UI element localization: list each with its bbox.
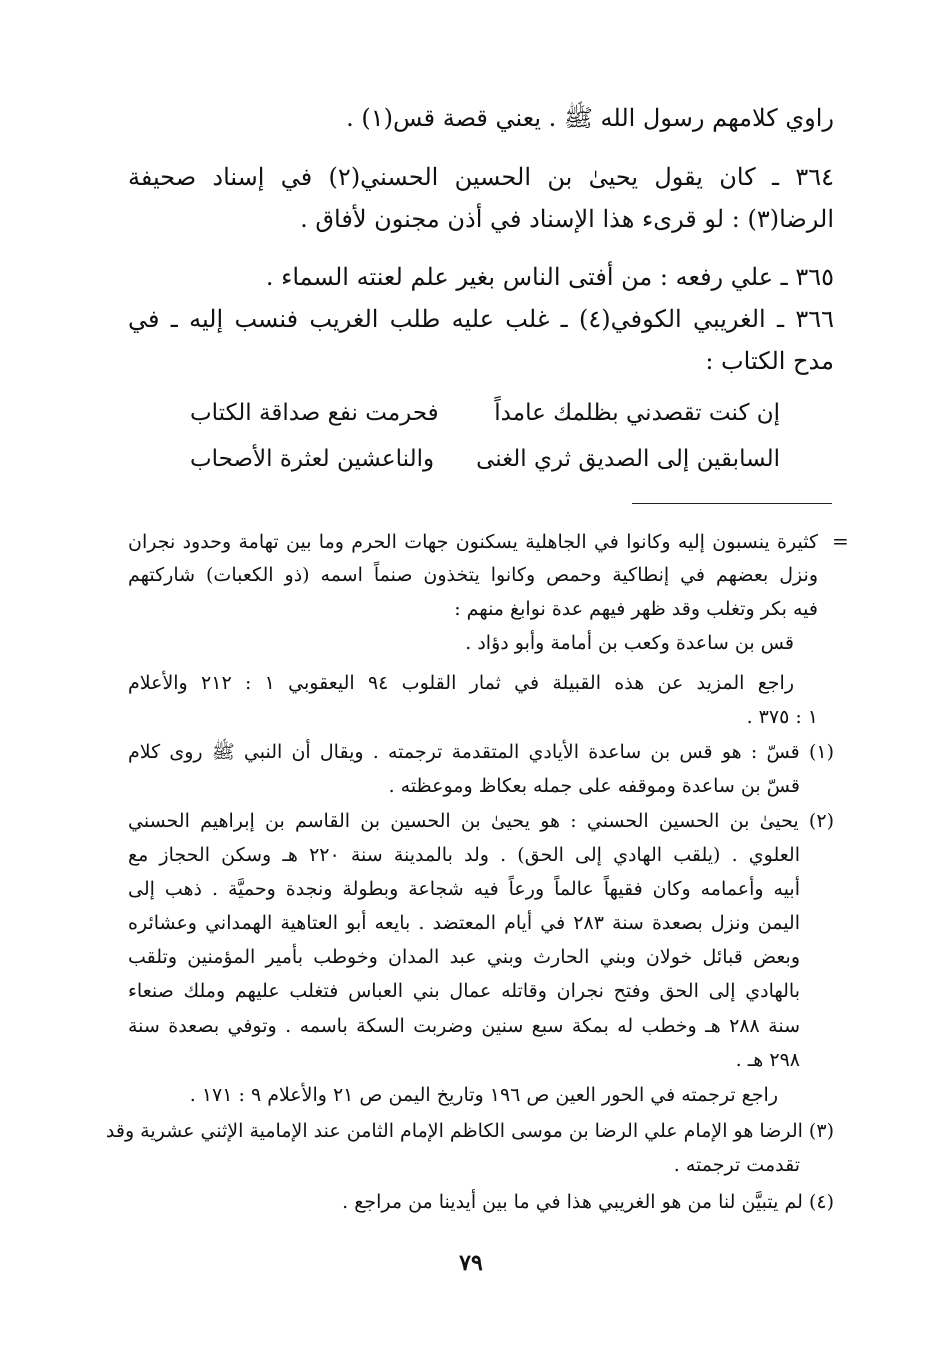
footnote-2-line-6: بالهادي إلى الحق وفتح نجران وقاتله عمال بني العباس فتغلب عليهم وملك صنعاء	[128, 980, 800, 1002]
footnote-cont-line-6: ١ : ٣٧٥ .	[746, 706, 818, 728]
footnote-2-line-8: ٢٩٨ هـ .	[735, 1049, 800, 1071]
continuation-mark: =	[832, 529, 849, 553]
entry-366-line-2: مدح الكتاب :	[705, 347, 834, 375]
footnote-2-line-1: (٢) يحيىٰ بن الحسين الحسني : هو يحيىٰ بن الحسين بن القاسم بن إبراهيم الحسني	[128, 810, 834, 832]
footnote-cont-line-3: فيه بكر وتغلب وقد ظهر فيهم عدة نوابغ منهم :	[454, 598, 818, 620]
poem-verse-2-right: السابقين إلى الصديق ثري الغنى	[476, 446, 780, 472]
footnote-3-line-2: تقدمت ترجمته .	[673, 1154, 800, 1176]
poem-verse-1-right: إن كنت تقصدني بظلمك عامداً	[494, 400, 780, 426]
poem-verse-1-left: فحرمت نفع صداقة الكتاب	[190, 400, 439, 426]
footnote-1-line-2: قسّ بن ساعدة وموقفه على جمله بعكاظ وموعظته .	[388, 775, 800, 797]
footnote-cont-line-2: ونزل بعضهم في إنطاكية وحمص وكانوا يتخذون صنماً اسمه (ذو الكعبات) شاركتهم	[128, 564, 818, 586]
footnote-2-line-5: وبعض قبائل خولان وبني الحارث وبني عبد المدان وخوطب بأمير المؤمنين وتلقب	[128, 946, 800, 968]
footnote-4-line-1: (٤) لم يتبيَّن لنا من هو الغريبي هذا في ما بين أيدينا من مراجع .	[342, 1191, 834, 1213]
footnote-2-line-3: أبيه وأعمامه وكان فقيهاً عالماً ورعاً فيه شجاعة وبطولة ونجدة وحميَّة . ذهب إلى	[128, 878, 800, 900]
entry-366-line-1: ٣٦٦ ـ الغريبي الكوفي(٤) ـ غلب عليه طلب الغريب فنسب إليه ـ في	[128, 305, 834, 333]
entry-364-line-2: الرضا(٣) : لو قرىء هذا الإسناد في أذن مجنون لأفاق .	[300, 205, 834, 233]
footnote-cont-line-1: كثيرة ينسبون إليه وكانوا في الجاهلية يسكنون جهات الحرم وما بين تهامة وحدود نجران	[128, 531, 818, 553]
footnote-2-line-7: سنة ٢٨٨ هـ وخطب له بمكة سبع سنين وضربت السكة باسمه . وتوفي بصعدة سنة	[128, 1015, 800, 1037]
footnote-separator	[632, 503, 832, 504]
footnote-cont-line-4: قس بن ساعدة وكعب بن أمامة وأبو دؤاد .	[465, 632, 794, 654]
footnote-1-line-1: (١) قسّ : هو قس بن ساعدة الأيادي المتقدمة ترجمته . ويقال أن النبي ﷺ روى كلام	[128, 741, 834, 763]
poem-verse-2-left: والناعشين لعثرة الأصحاب	[190, 446, 435, 472]
footnote-2-line-2: العلوي . (يلقب الهادي إلى الحق) . ولد بالمدينة سنة ٢٢٠ هـ وسكن الحجاز مع	[128, 844, 800, 866]
footnote-2-line-9: راجع ترجمته في الحور العين ص ١٩٦ وتاريخ اليمن ص ٢١ والأعلام ٩ : ١٧١ .	[189, 1084, 778, 1106]
entry-365: ٣٦٥ ـ علي رفعه : من أفتى الناس بغير علم لعنته السماء .	[265, 263, 834, 291]
poem-verse-2	[190, 446, 780, 486]
footnote-3-line-1: (٣) الرضا هو الإمام علي الرضا بن موسى الكاظم الإمام الثامن عند الإمامية الإثني عشرية وقد	[105, 1120, 834, 1142]
main-line-1: راوي كلامهم رسول الله ﷺ . يعني قصة قس(١) .	[346, 104, 834, 132]
footnote-2-line-4: اليمن ونزل بصعدة سنة ٢٨٣ في أيام المعتضد . بايعه أبو العتاهية الهمداني وعشائره	[128, 912, 800, 934]
poem-verse-1	[190, 400, 780, 440]
footnote-cont-line-5: راجع المزيد عن هذه القبيلة في ثمار القلوب ٩٤ اليعقوبي ١ : ٢١٢ والأعلام	[128, 672, 795, 694]
page-number: ٧٩	[459, 1250, 483, 1276]
entry-364-line-1: ٣٦٤ ـ كان يقول يحيىٰ بن الحسين الحسني(٢) في إسناد صحيفة	[128, 163, 834, 191]
